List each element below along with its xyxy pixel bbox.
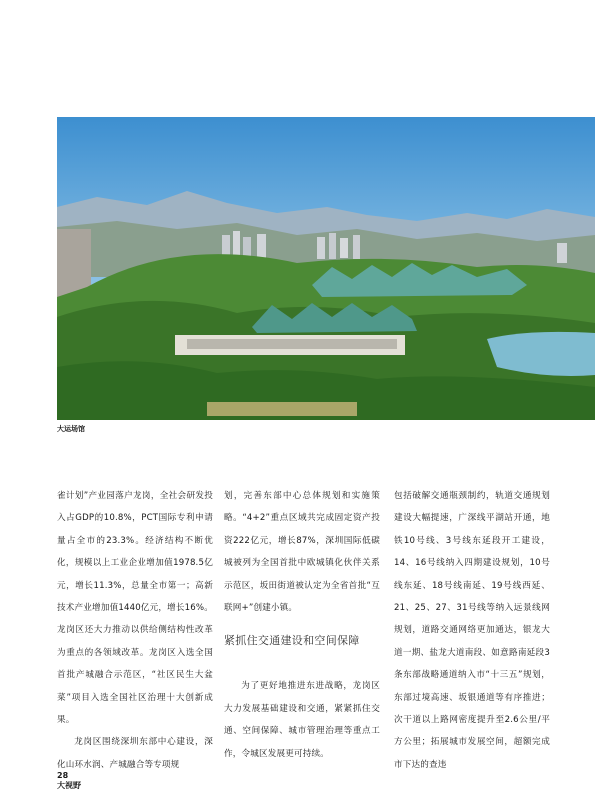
magazine-name: 大视野: [57, 780, 81, 790]
article-column-1: [57, 485, 213, 776]
paragraph: 为了更好地推进东进战略，龙岗区大力发展基础建设和交通，紧紧抓住交通、空间保障、城市管理治理等重点工作，令城区发展更可持续。: [224, 681, 380, 759]
article-column-2: [224, 485, 380, 765]
paragraph: 龙岗区围绕深圳东部中心建设，深化山环水润、产城融合等专项规: [57, 737, 213, 770]
paragraph: 划，完善东部中心总体规划和实施策略。“4+2”重点区域共完成固定资产投资222亿元，增长87%，深圳国际低碳城被列为全国首批中欧城镇化伙伴关系示范区，坂田街道被认定为全省首批“互联网+”创建小镇。: [224, 491, 380, 614]
paragraph: 雀计划”产业园落户龙岗，全社会研发投入占GDP的10.8%，PCT国际专利申请量占全市的23.3%。经济结构不断优化，规模以上工业企业增加值1978.5亿元，增长11.3%，总量全市第一；高新技术产业增加值1440亿元，增长16%。龙岗区还大力推动以供给侧结构性改革为重点的各领域改革。龙岗区入选全国首批产城融合示范区，“社区民生大盆菜”项目入选全国社区治理十大创新成果。: [57, 491, 213, 726]
hero-photo: [57, 117, 595, 420]
article-column-3: [394, 485, 550, 776]
venue-landscape-image: [57, 117, 595, 420]
paragraph: 包括破解交通瓶颈制约，轨道交通规划建设大幅提速，广深线平湖站开通，地铁10号线、3号线东延段开工建设，14、16号线纳入四期建设规划，10号线东延、18号线南延、19号线西延、21、25、27、31号线等纳入远景线网规划，道路交通网络更加通达，银龙大道一期、盐龙大道南段、如意路南延段3条东部战略通道纳入市“十三五”规划，东部过境高速、坂银通道等有序推进；次干道以上路网密度提升至2.6公里/平方公里；拓展城市发展空间，超额完成市下达的查违: [394, 491, 550, 770]
page-number: 28: [57, 771, 69, 780]
photo-caption: 大运场馆: [57, 425, 85, 433]
section-heading: 紧抓住交通建设和空间保障: [224, 634, 360, 648]
